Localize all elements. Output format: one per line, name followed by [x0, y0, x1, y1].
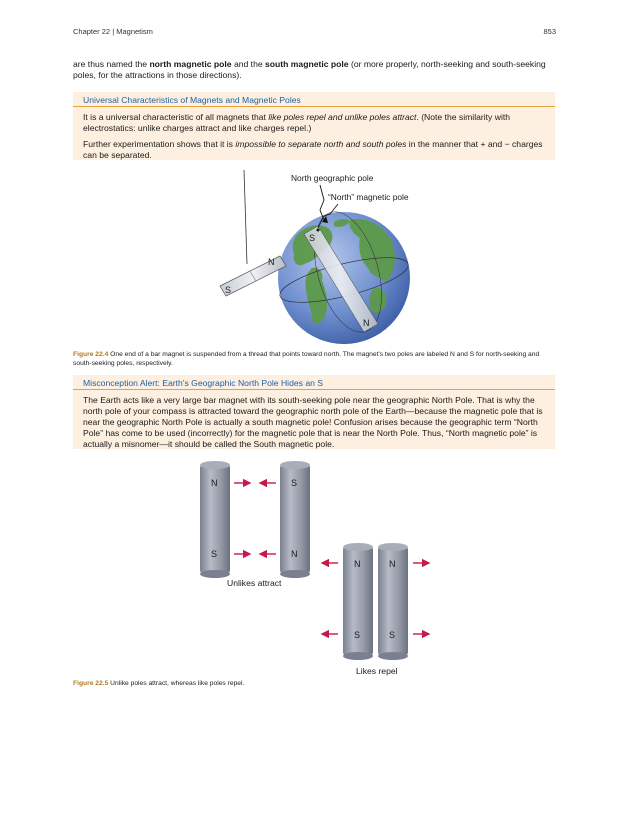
magnet-pole-label: S — [291, 478, 298, 488]
chapter-header: Chapter 22 | Magnetism — [73, 27, 153, 36]
intro-text-1: are thus named the — [73, 59, 150, 69]
page-number: 853 — [543, 27, 556, 36]
magnet-pole-label: S — [211, 549, 218, 559]
callout-paragraph-2 — [73, 139, 555, 161]
figure-22-4-caption — [73, 350, 555, 368]
unlikes-attract-label: Unlikes attract — [227, 578, 282, 588]
text: It is a universal characteristic of all magnets that — [83, 112, 269, 122]
magnet-pole-label: S — [354, 630, 361, 640]
magnet-pole-label: N — [354, 559, 361, 569]
earth-magnet-south-label: S — [309, 233, 316, 243]
figure-22-5-caption — [73, 679, 555, 688]
south-pole-term: south magnetic pole — [265, 59, 349, 69]
geographic-pole-pointer — [320, 185, 324, 220]
caption-text: Unlike poles attract, whereas like poles repel. — [108, 680, 245, 687]
intro-paragraph — [73, 59, 557, 81]
figure-bar-magnets — [190, 458, 440, 680]
text: . (Note the similarity with electrostatics: unlike charges attract and like charges repel.) — [83, 112, 511, 133]
emphasis: impossible to separate north and south poles — [235, 139, 407, 149]
suspended-magnet-north-label: N — [268, 257, 275, 267]
text: in the manner that + and − charges can be separated. — [83, 139, 543, 160]
magnet-pole-label: N — [211, 478, 218, 488]
earth-magnet-north-label: N — [363, 318, 370, 328]
caption-label: Figure 22.4 — [73, 351, 109, 358]
suspended-magnet-south-label: S — [225, 285, 232, 295]
callout-title: Misconception Alert: Earth's Geographic North Pole Hides an S — [73, 375, 555, 390]
likes-repel-label: Likes repel — [356, 666, 398, 676]
callout-universal-characteristics — [73, 92, 555, 160]
north-magnetic-pole-label: “North” magnetic pole — [328, 192, 409, 202]
intro-text-2: and the — [231, 59, 266, 69]
north-pole-term: north magnetic pole — [149, 59, 232, 69]
north-geographic-pole-label: North geographic pole — [291, 173, 374, 183]
callout-paragraph-1 — [73, 112, 555, 134]
figure-earth-magnet — [200, 168, 430, 346]
emphasis: like poles repel and unlike poles attract — [268, 112, 417, 122]
thread — [244, 170, 247, 264]
magnetic-pole-dot — [317, 229, 320, 232]
caption-label: Figure 22.5 — [73, 680, 109, 687]
callout-title: Universal Characteristics of Magnets and Magnetic Poles — [73, 92, 555, 107]
magnet-pole-label: N — [291, 549, 298, 559]
intro-text-3: (or more properly, north-seeking and south-seeking poles, for the attractions in those directions). — [73, 59, 546, 81]
caption-text: One end of a bar magnet is suspended from a thread that points toward north. The magnet's two poles are labeled N and S for north-seeking and south-seeking poles, respectively. — [73, 351, 540, 367]
magnet-pole-label: S — [389, 630, 396, 640]
callout-paragraph: The Earth acts like a very large bar magnet with its south-seeking pole near the geographic North Pole. That is why the north pole of your compass is attracted toward the geographic north pole of the Earth—because the magnetic pole that is near the geographic North Pole is actually a south magnetic pole! Confusion arises because the geographic term “North Pole” has come to be used (incorrectly) for the magnetic pole that is near the North Pole. Thus, “North magnetic pole” is actually a misnomer—it should be called the South magnetic pole. — [83, 395, 543, 449]
callout-misconception-alert — [73, 375, 555, 449]
magnet-pole-label: N — [389, 559, 396, 569]
text: Further experimentation shows that it is — [83, 139, 236, 149]
